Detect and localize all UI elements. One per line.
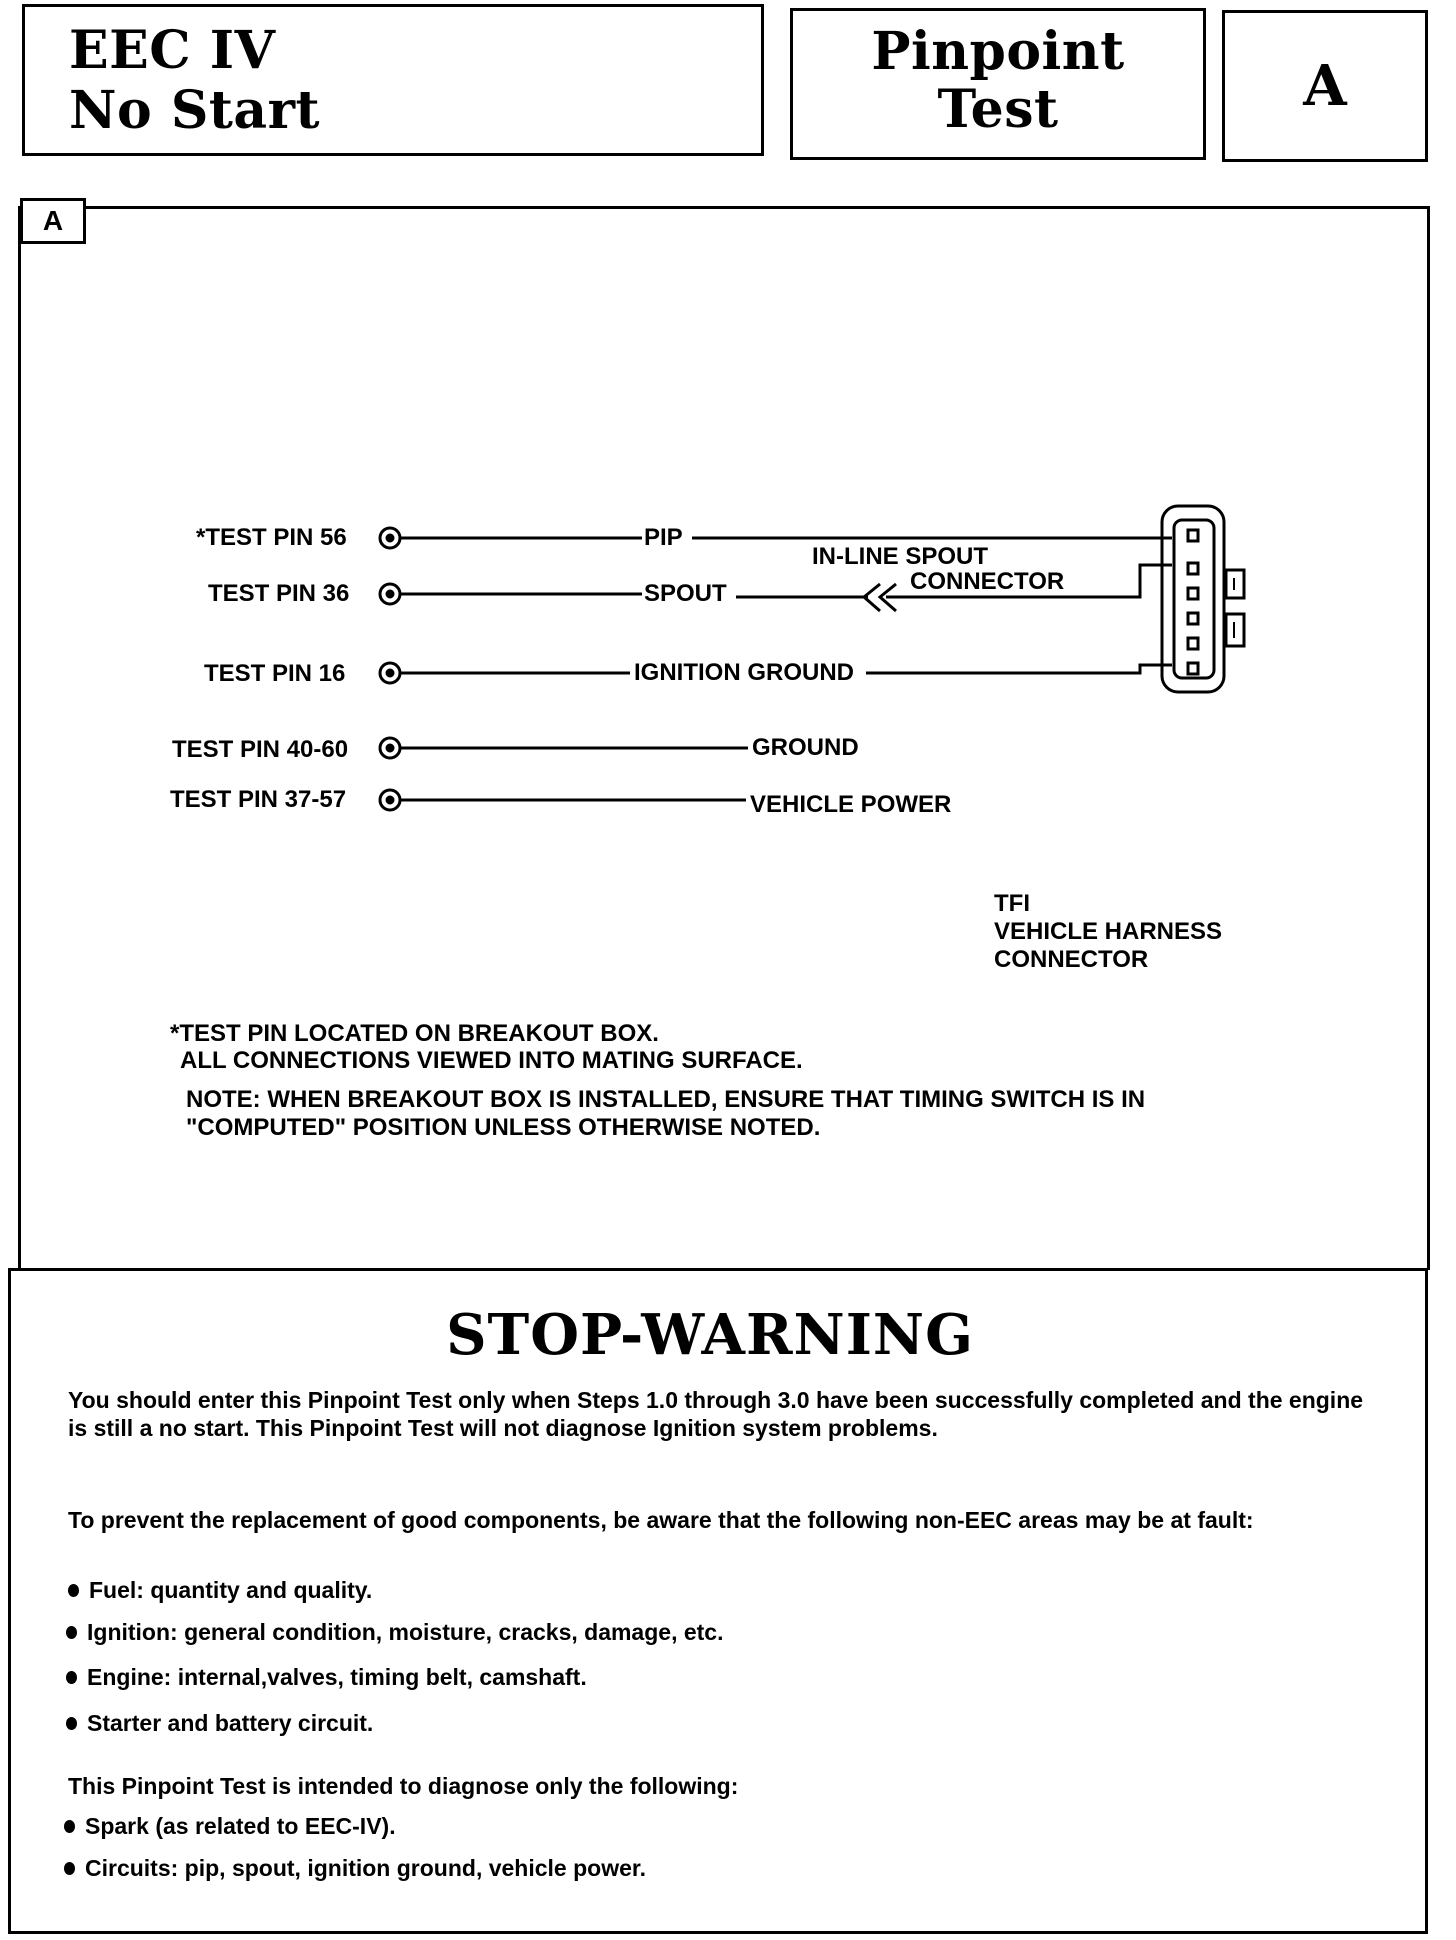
- footnote-2: ALL CONNECTIONS VIEWED INTO MATING SURFACE.: [180, 1047, 803, 1074]
- tfi-label-1: TFI: [994, 890, 1030, 917]
- wire-ign-ground-b: [866, 665, 1172, 673]
- pin-label-40-60: TEST PIN 40-60: [172, 736, 349, 763]
- signal-label-ground: GROUND: [752, 734, 859, 761]
- inline-spout-connector-icon: [864, 584, 880, 611]
- pin-16-terminal-icon: [380, 663, 400, 683]
- pin-56-terminal-icon: [380, 528, 400, 548]
- pin-label-36: TEST PIN 36: [208, 580, 350, 607]
- header-test-letter: A: [1303, 53, 1347, 119]
- note-line-2: "COMPUTED" POSITION UNLESS OTHERWISE NOTED.: [186, 1114, 821, 1141]
- footnote-1: *TEST PIN LOCATED ON BREAKOUT BOX.: [170, 1020, 659, 1047]
- signal-label-vehicle-power: VEHICLE POWER: [750, 791, 952, 818]
- area-item-ignition: Ignition: general condition, moisture, cracks, damage, etc.: [66, 1618, 723, 1646]
- diagnose-item-spark: Spark (as related to EEC-IV).: [64, 1812, 396, 1840]
- inline-spout-label-1: IN-LINE SPOUT: [812, 543, 989, 570]
- signal-label-ignition-ground: IGNITION GROUND: [634, 659, 854, 686]
- warning-title: STOP-WARNING: [446, 1302, 974, 1368]
- pin-37-57-terminal-icon: [380, 790, 400, 810]
- diagnose-item-circuits: Circuits: pip, spout, ignition ground, vehicle power.: [64, 1854, 646, 1882]
- tfi-connector-icon: [1162, 506, 1244, 692]
- tfi-label-3: CONNECTOR: [994, 946, 1149, 973]
- warning-paragraph-3: This Pinpoint Test is intended to diagnose only the following:: [68, 1773, 739, 1799]
- area-item-fuel: Fuel: quantity and quality.: [68, 1576, 372, 1604]
- warning-paragraph-1: You should enter this Pinpoint Test only when Steps 1.0 through 3.0 have been successfully completed and the engine is still a no start. This Pinpoint Test will not diagnose Ignition system problems.: [68, 1387, 1364, 1441]
- header-title-line1: EEC IV: [69, 20, 276, 81]
- header-test-line2: Test: [937, 79, 1059, 140]
- signal-label-spout: SPOUT: [644, 580, 727, 607]
- note-line-1: NOTE: WHEN BREAKOUT BOX IS INSTALLED, ENSURE THAT TIMING SWITCH IS IN: [186, 1086, 1146, 1113]
- diagram-tag: A: [20, 198, 86, 244]
- pin-36-terminal-icon: [380, 584, 400, 604]
- tfi-label-2: VEHICLE HARNESS: [994, 918, 1223, 945]
- pin-label-16: TEST PIN 16: [204, 660, 346, 687]
- header-test-line1: Pinpoint: [871, 21, 1125, 82]
- header-title-line2: No Start: [69, 80, 320, 141]
- pin-label-56: *TEST PIN 56: [196, 524, 347, 551]
- pin-label-37-57: TEST PIN 37-57: [170, 786, 347, 813]
- area-item-starter: Starter and battery circuit.: [66, 1709, 373, 1737]
- pin-40-60-terminal-icon: [380, 738, 400, 758]
- area-item-engine: Engine: internal,valves, timing belt, camshaft.: [66, 1663, 587, 1691]
- warning-paragraph-2: To prevent the replacement of good components, be aware that the following non-EEC areas may be at fault:: [68, 1507, 1254, 1533]
- signal-label-pip: PIP: [644, 524, 683, 551]
- inline-spout-label-2: CONNECTOR: [910, 568, 1065, 595]
